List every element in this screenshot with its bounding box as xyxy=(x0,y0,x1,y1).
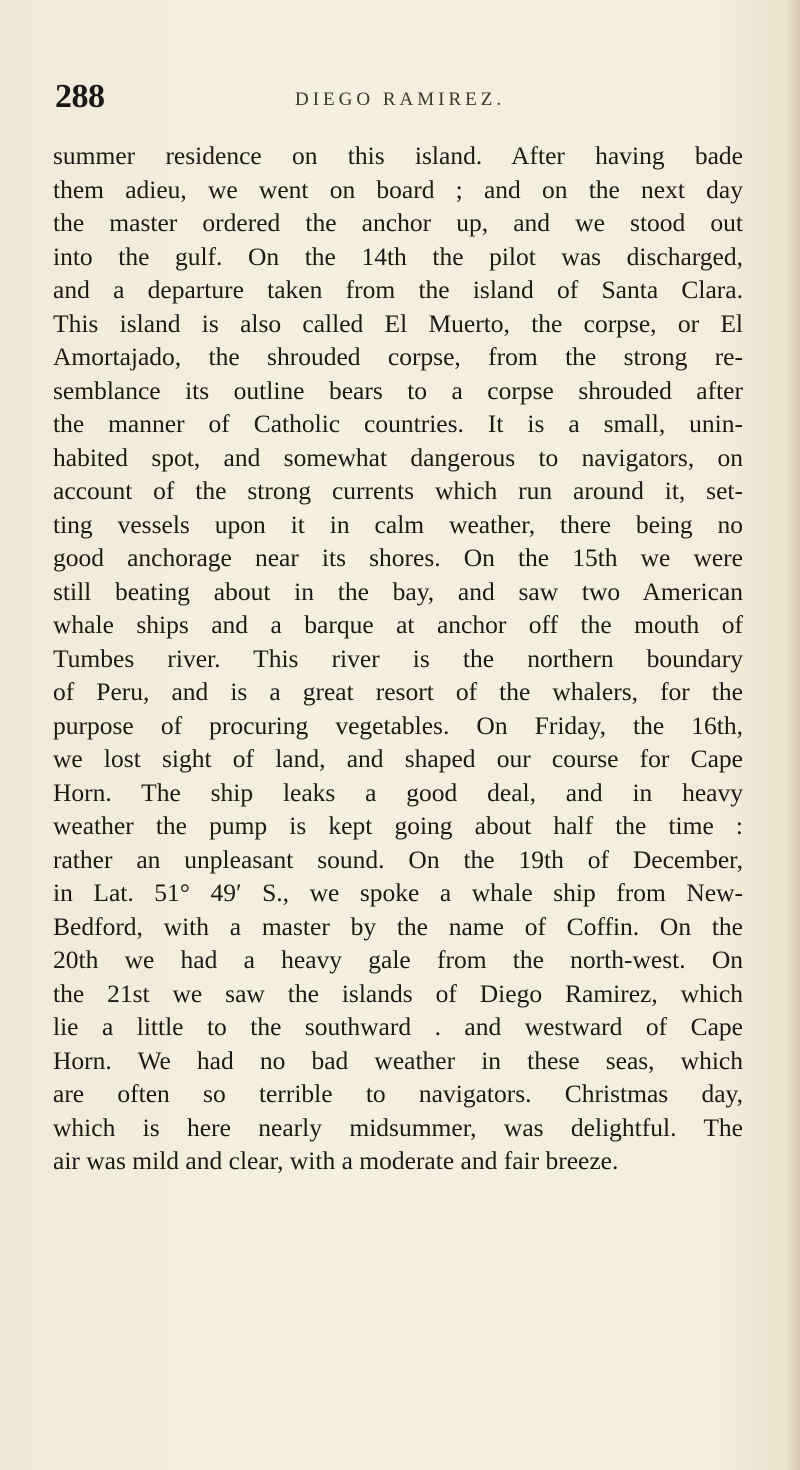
text-line: Horn. We had no bad weather in these seas, which xyxy=(53,1045,743,1075)
text-line: whale ships and a barque at anchor off the mouth of xyxy=(53,610,743,639)
text-line: the master ordered the anchor up, and we stood out xyxy=(53,208,743,237)
page-number: 288 xyxy=(55,78,105,115)
text-line: the 21st we saw the islands of Diego Ramirez, which xyxy=(53,978,743,1008)
text-line: rather an unpleasant sound. On the 19th of December, xyxy=(53,844,743,874)
page-edge-shadow xyxy=(786,0,800,1470)
text-line: weather the pump is kept going about half the time : xyxy=(53,811,743,840)
text-line: Bedford, with a master by the name of Coffin. On the xyxy=(53,911,743,941)
body-text xyxy=(53,139,743,1178)
text-line: Horn. The ship leaks a good deal, and in heavy xyxy=(53,777,743,807)
text-line: This island is also called El Muerto, the corpse, or El xyxy=(53,308,743,338)
text-line: habited spot, and somewhat dangerous to navigators, on xyxy=(53,442,743,472)
text-line: 20th we had a heavy gale from the north-west. On xyxy=(53,945,743,974)
text-line: Amortajado, the shrouded corpse, from the strong re- xyxy=(53,342,743,371)
text-line: are often so terrible to navigators. Christmas day, xyxy=(53,1079,743,1108)
text-line: lie a little to the southward . and westward of Cape xyxy=(53,1012,743,1041)
text-line: Tumbes river. This river is the northern boundary xyxy=(53,643,743,673)
text-line: account of the strong currents which run around it, set- xyxy=(53,476,743,505)
text-line: air was mild and clear, with a moderate and fair breeze. xyxy=(53,1146,619,1175)
text-line: we lost sight of land, and shaped our course for Cape xyxy=(53,744,743,773)
text-line: semblance its outline bears to a corpse shrouded after xyxy=(53,375,743,405)
text-line: still beating about in the bay, and saw two American xyxy=(53,576,743,606)
text-line: good anchorage near its shores. On the 15th we were xyxy=(53,543,743,572)
text-line: them adieu, we went on board ; and on the next day xyxy=(53,174,743,204)
text-line: summer residence on this island. After having bade xyxy=(53,141,743,170)
text-line: which is here nearly midsummer, was delightful. The xyxy=(53,1112,743,1142)
running-head: DIEGO RAMIREZ. xyxy=(295,89,506,110)
text-line: in Lat. 51° 49′ S., we spoke a whale ship from New- xyxy=(53,878,743,907)
text-line: of Peru, and is a great resort of the whalers, for the xyxy=(53,677,743,706)
text-line: ting vessels upon it in calm weather, there being no xyxy=(53,509,743,539)
text-line: the manner of Catholic countries. It is a small, unin- xyxy=(53,409,743,438)
text-line: purpose of procuring vegetables. On Friday, the 16th, xyxy=(53,710,743,740)
text-line: and a departure taken from the island of Santa Clara. xyxy=(53,275,743,304)
page-header xyxy=(55,78,745,122)
text-line: into the gulf. On the 14th the pilot was discharged, xyxy=(53,241,743,271)
